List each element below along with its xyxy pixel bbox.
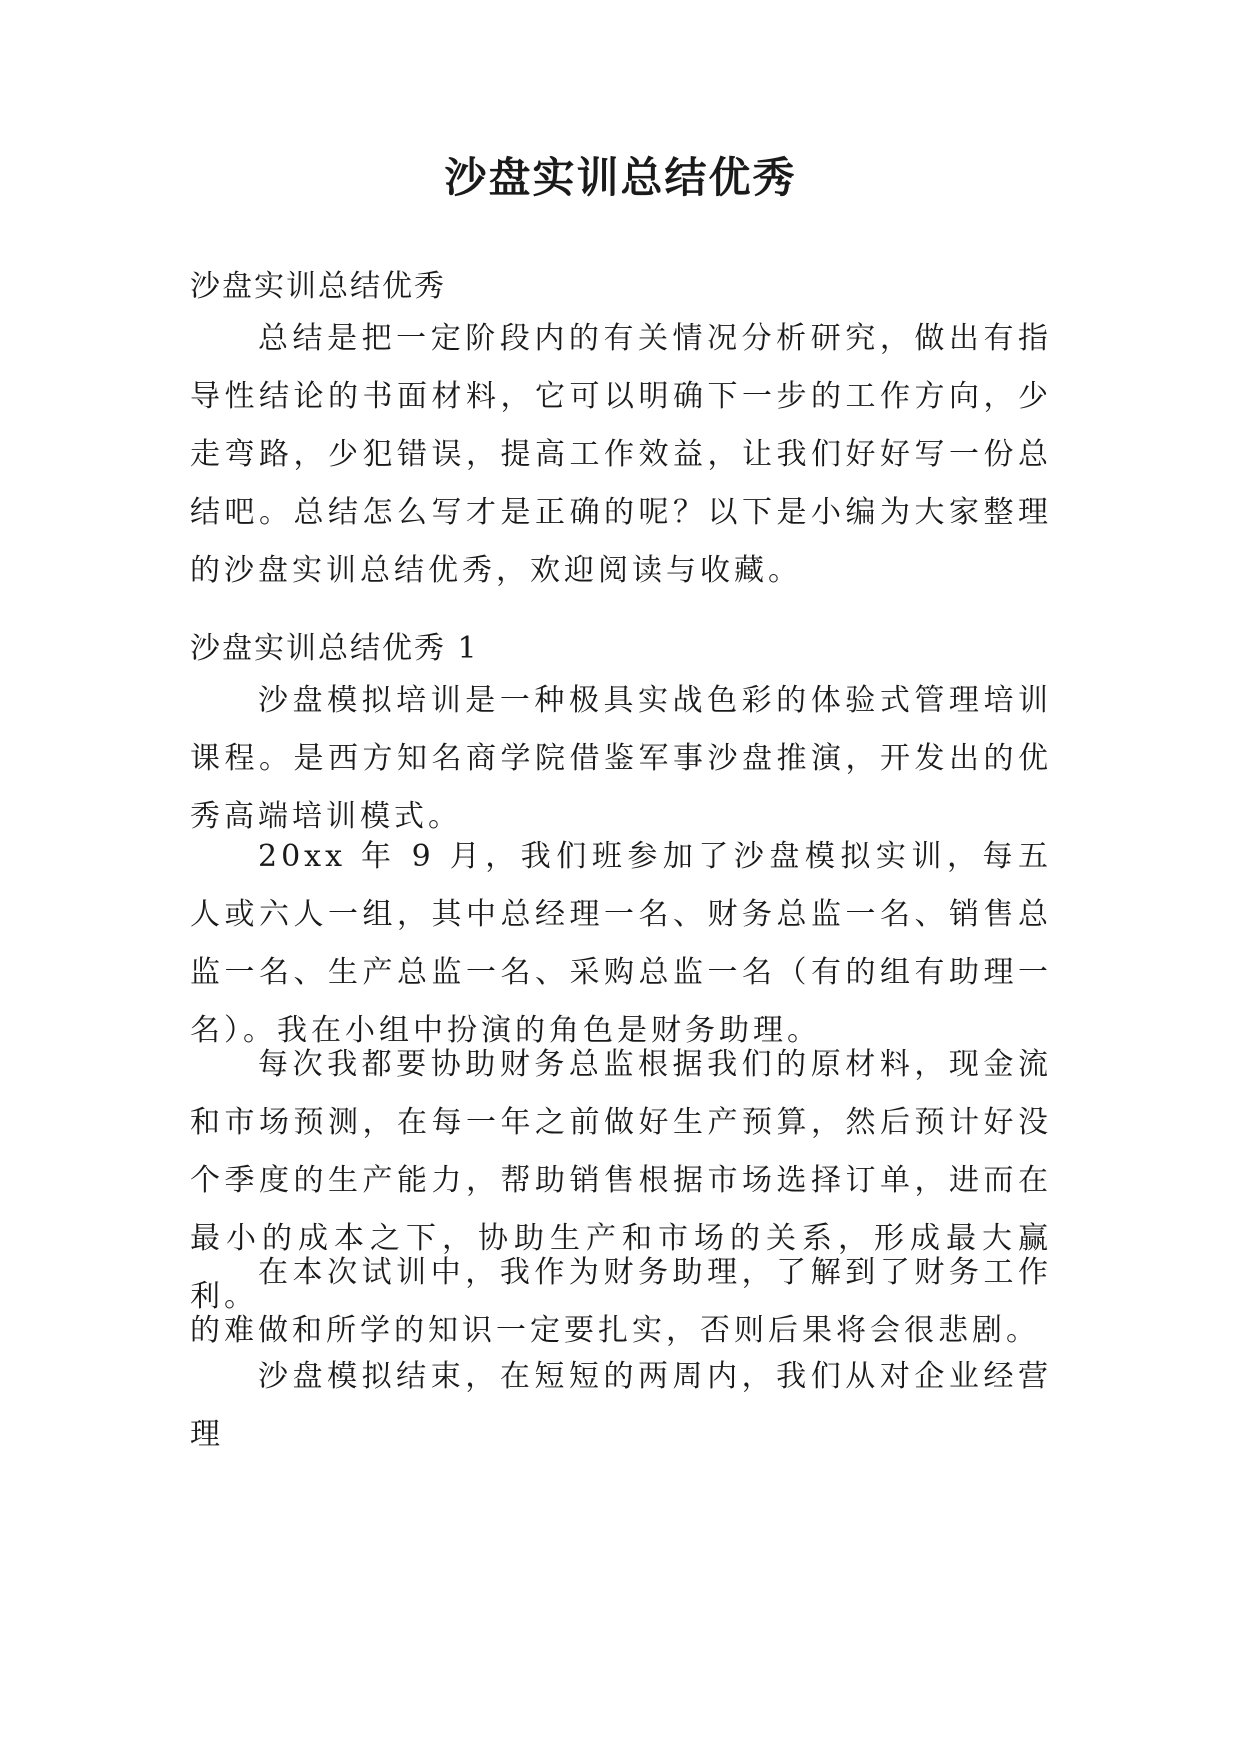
paragraph-5: 沙盘模拟结束，在短短的两周内，我们从对企业经营理: [190, 1359, 1052, 1452]
paragraph-3: 每次我都要协助财务总监根据我们的原材料，现金流和市场预测，在每一年之前做好生产预算，然后预计好没个季度的生产能力，帮助销售根据市场选择订单，进而在最小的成本之下，协助生产和市场的关系，形成最大赢利。: [190, 1047, 1052, 1314]
paragraph-4: 在本次试训中，我作为财务助理，了解到了财务工作的难做和所学的知识一定要扎实，否则后果将会很悲剧。: [190, 1255, 1052, 1348]
intro-paragraph: 总结是把一定阶段内的有关情况分析研究，做出有指导性结论的书面材料，它可以明确下一步的工作方向，少走弯路，少犯错误，提高工作效益，让我们好好写一份总结吧。总结怎么写才是正确的呢？以下是小编为大家整理的沙盘实训总结优秀，欢迎阅读与收藏。: [190, 321, 1052, 588]
paragraph-1: 沙盘模拟培训是一种极具实战色彩的体验式管理培训课程。是西方知名商学院借鉴军事沙盘推演，开发出的优秀高端培训模式。: [190, 683, 1052, 834]
section-heading-1: 沙盘实训总结优秀 1: [190, 631, 479, 666]
document-title: 沙盘实训总结优秀: [444, 153, 797, 202]
paragraph-2: 20xx 年 9 月，我们班参加了沙盘模拟实训，每五人或六人一组，其中总经理一名、财务总监一名、销售总监一名、生产总监一名、采购总监一名（有的组有助理一名）。我在小组中扮演的角色是财务助理。: [190, 839, 1052, 1048]
document-subtitle: 沙盘实训总结优秀: [190, 269, 446, 304]
